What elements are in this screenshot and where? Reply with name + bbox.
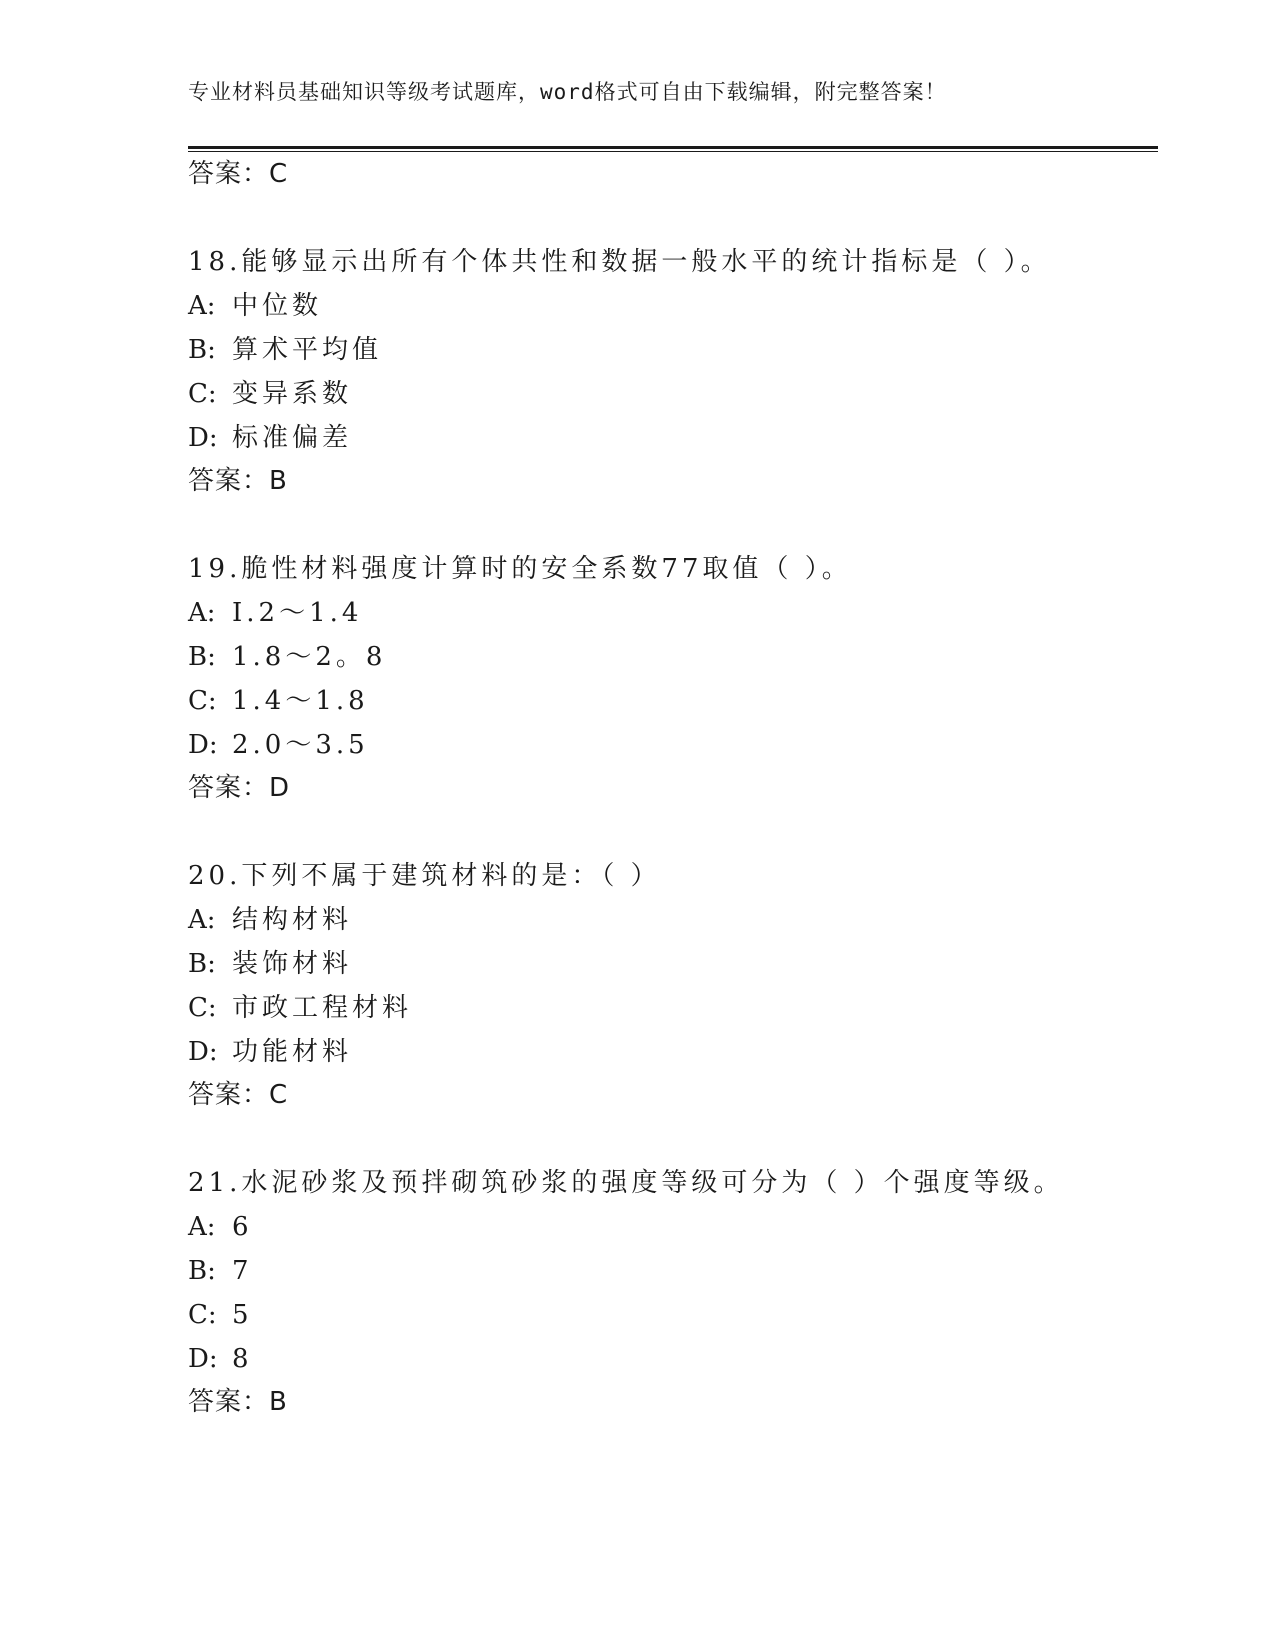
option-key: D: <box>188 423 218 453</box>
option-text: 7 <box>232 1256 253 1286</box>
option-text: 装饰材料 <box>232 949 353 979</box>
option-text: 算术平均值 <box>232 335 383 365</box>
option-text: 变异系数 <box>232 379 353 409</box>
answer-line: 答案：B <box>188 466 288 496</box>
option-text: 1.8～2。8 <box>232 642 387 672</box>
option-d <box>188 729 369 761</box>
option-key: A: <box>188 905 216 935</box>
question-stem: 20.下列不属于建筑材料的是：（ ） <box>188 861 661 891</box>
option-c <box>188 378 352 410</box>
option-text: I.2～1.4 <box>232 598 363 628</box>
option-b <box>188 641 386 673</box>
option-text: 5 <box>232 1300 253 1330</box>
option-a <box>188 904 352 936</box>
option-c <box>188 685 369 717</box>
option-b <box>188 948 352 980</box>
option-b <box>188 1255 253 1287</box>
header-rule-thin <box>188 151 1158 152</box>
question-stem: 21.水泥砂浆及预拌砌筑砂浆的强度等级可分为（ ）个强度等级。 <box>188 1168 1064 1198</box>
option-a <box>188 290 322 322</box>
option-a <box>188 1211 253 1243</box>
page-header: 专业材料员基础知识等级考试题库，word格式可自由下载编辑，附完整答案！ <box>188 80 947 104</box>
option-key: D: <box>188 1344 218 1374</box>
option-text: 8 <box>232 1344 253 1374</box>
option-key: A: <box>188 291 216 321</box>
option-key: B: <box>188 1256 216 1286</box>
option-text: 结构材料 <box>232 905 353 935</box>
option-key: C: <box>188 993 217 1023</box>
option-key: A: <box>188 598 216 628</box>
option-key: D: <box>188 1037 218 1067</box>
option-key: B: <box>188 335 216 365</box>
question-stem: 18.能够显示出所有个体共性和数据一般水平的统计指标是（ ）。 <box>188 247 1051 277</box>
option-key: A: <box>188 1212 216 1242</box>
option-text: 1.4～1.8 <box>232 686 369 716</box>
option-text: 2.0～3.5 <box>232 730 369 760</box>
header-rule-thick <box>188 146 1158 149</box>
option-d <box>188 1036 352 1068</box>
option-key: C: <box>188 379 217 409</box>
option-c <box>188 992 412 1024</box>
option-a <box>188 597 362 629</box>
option-c <box>188 1299 253 1331</box>
answer-line: 答案：D <box>188 773 291 803</box>
option-key: C: <box>188 1300 217 1330</box>
option-b <box>188 334 382 366</box>
question-stem: 19.脆性材料强度计算时的安全系数77取值（ ）。 <box>188 554 852 584</box>
answer-line: 答案：C <box>188 159 289 189</box>
option-text: 6 <box>232 1212 253 1242</box>
option-text: 市政工程材料 <box>232 993 413 1023</box>
option-key: C: <box>188 686 217 716</box>
answer-line: 答案：B <box>188 1387 288 1417</box>
option-text: 中位数 <box>232 291 323 321</box>
option-d <box>188 1343 253 1375</box>
option-key: D: <box>188 730 218 760</box>
option-key: B: <box>188 642 216 672</box>
option-text: 标准偏差 <box>232 423 353 453</box>
option-key: B: <box>188 949 216 979</box>
option-text: 功能材料 <box>232 1037 353 1067</box>
option-d <box>188 422 352 454</box>
answer-line: 答案：C <box>188 1080 289 1110</box>
